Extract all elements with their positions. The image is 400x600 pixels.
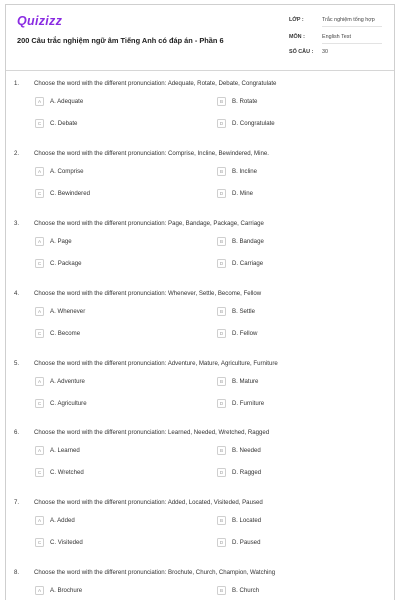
question-text: Choose the word with the different pronunciation: Brochute, Church, Champion, Watching xyxy=(34,569,276,576)
option-letter-box: A xyxy=(35,167,44,176)
option-d[interactable] xyxy=(217,189,253,198)
option-label: B. Incline xyxy=(232,168,258,175)
option-label: C. Debate xyxy=(50,120,78,127)
option-label: D. Congratulate xyxy=(232,120,275,127)
option-label: B. Bandage xyxy=(232,238,264,245)
option-a[interactable] xyxy=(35,167,84,176)
question-text: Choose the word with the different pronunciation: Comprise, Incline, Bewindered, Mine. xyxy=(34,150,269,157)
option-letter-box: C xyxy=(35,399,44,408)
option-letter-box: B xyxy=(217,237,226,246)
question-number: 1. xyxy=(14,80,20,87)
option-label: C. Bewindered xyxy=(50,190,90,197)
option-b[interactable] xyxy=(217,97,257,106)
option-label: D. Paused xyxy=(232,539,261,546)
option-letter-box: B xyxy=(217,307,226,316)
option-b[interactable] xyxy=(217,516,261,525)
option-letter-box: D xyxy=(217,329,226,338)
option-label: B. Church xyxy=(232,587,260,594)
option-letter-box: C xyxy=(35,189,44,198)
option-label: C. Become xyxy=(50,330,81,337)
question-text: Choose the word with the different pronunciation: Added, Located, Visiteded, Paused xyxy=(34,499,263,506)
option-letter-box: C xyxy=(35,259,44,268)
option-a[interactable] xyxy=(35,377,85,386)
option-label: A. Page xyxy=(50,238,72,245)
option-letter-box: B xyxy=(217,97,226,106)
option-letter-box: B xyxy=(217,167,226,176)
question-number: 5. xyxy=(14,360,20,367)
option-c[interactable] xyxy=(35,259,82,268)
option-label: C. Visiteded xyxy=(50,539,83,546)
question-text: Choose the word with the different pronunciation: Adventure, Mature, Agriculture, Furniture xyxy=(34,360,278,367)
option-label: B. Located xyxy=(232,517,262,524)
meta-row-subject xyxy=(289,34,382,44)
option-label: D. Mine xyxy=(232,190,253,197)
page-title: 200 Câu trắc nghiệm ngữ âm Tiếng Anh có đáp án - Phần 6 xyxy=(17,36,224,45)
option-d[interactable] xyxy=(217,468,261,477)
option-letter-box: A xyxy=(35,446,44,455)
option-letter-box: B xyxy=(217,377,226,386)
option-a[interactable] xyxy=(35,97,83,106)
option-letter-box: C xyxy=(35,468,44,477)
option-letter-box: A xyxy=(35,516,44,525)
option-c[interactable] xyxy=(35,468,84,477)
option-label: C. Wretched xyxy=(50,469,84,476)
option-c[interactable] xyxy=(35,119,77,128)
option-letter-box: A xyxy=(35,377,44,386)
question-number: 2. xyxy=(14,150,20,157)
option-a[interactable] xyxy=(35,586,82,595)
meta-row-question-count xyxy=(289,49,382,58)
option-c[interactable] xyxy=(35,329,80,338)
option-d[interactable] xyxy=(217,259,263,268)
option-label: A. Whenever xyxy=(50,308,86,315)
meta-label: SỐ CÂU : xyxy=(289,49,314,55)
meta-label: LỚP : xyxy=(289,17,304,23)
option-letter-box: A xyxy=(35,307,44,316)
option-letter-box: D xyxy=(217,259,226,268)
option-letter-box: B xyxy=(217,516,226,525)
option-letter-box: A xyxy=(35,97,44,106)
option-a[interactable] xyxy=(35,237,72,246)
option-label: A. Brochure xyxy=(50,587,83,594)
option-d[interactable] xyxy=(217,538,260,547)
option-label: D. Ragged xyxy=(232,469,262,476)
question-text: Choose the word with the different pronunciation: Adequate, Rotate, Debate, Congratulate xyxy=(34,80,277,87)
option-b[interactable] xyxy=(217,167,257,176)
worksheet-header xyxy=(6,5,394,71)
option-b[interactable] xyxy=(217,307,255,316)
question-number: 7. xyxy=(14,499,20,506)
option-letter-box: B xyxy=(217,446,226,455)
option-c[interactable] xyxy=(35,399,87,408)
option-label: A. Adequate xyxy=(50,98,84,105)
option-label: B. Rotate xyxy=(232,98,258,105)
option-letter-box: C xyxy=(35,119,44,128)
question-number: 6. xyxy=(14,429,20,436)
option-label: B. Mature xyxy=(232,378,259,385)
question-number: 3. xyxy=(14,220,20,227)
option-letter-box: D xyxy=(217,399,226,408)
quizizz-logo: Quizizz xyxy=(17,14,63,28)
meta-label: MÔN : xyxy=(289,34,305,40)
option-letter-box: D xyxy=(217,189,226,198)
option-label: C. Agriculture xyxy=(50,400,87,407)
option-label: A. Adventure xyxy=(50,378,85,385)
option-label: C. Package xyxy=(50,260,82,267)
option-c[interactable] xyxy=(35,538,83,547)
option-label: A. Comprise xyxy=(50,168,84,175)
question-text: Choose the word with the different pronunciation: Page, Bandage, Package, Carriage xyxy=(34,220,264,227)
question-text: Choose the word with the different pronunciation: Learned, Needed, Wretched, Ragged xyxy=(34,429,270,436)
option-label: A. Learned xyxy=(50,447,80,454)
option-letter-box: A xyxy=(35,586,44,595)
option-a[interactable] xyxy=(35,307,85,316)
meta-value: English Test xyxy=(322,34,382,44)
option-label: D. Fellow xyxy=(232,330,258,337)
option-label: A. Added xyxy=(50,517,75,524)
option-letter-box: D xyxy=(217,538,226,547)
meta-value: 30 xyxy=(322,49,328,55)
question-number: 8. xyxy=(14,569,20,576)
option-label: D. Furniture xyxy=(232,400,265,407)
option-d[interactable] xyxy=(217,399,264,408)
option-d[interactable] xyxy=(217,329,257,338)
worksheet-page xyxy=(5,4,395,600)
option-letter-box: C xyxy=(35,329,44,338)
meta-value: Trắc nghiệm tổng hợp xyxy=(322,17,382,27)
question-text: Choose the word with the different pronunciation: Whenever, Settle, Become, Fellow xyxy=(34,290,262,297)
option-letter-box: B xyxy=(217,586,226,595)
question-number: 4. xyxy=(14,290,20,297)
option-c[interactable] xyxy=(35,189,90,198)
option-a[interactable] xyxy=(35,446,80,455)
option-letter-box: C xyxy=(35,538,44,547)
option-letter-box: D xyxy=(217,119,226,128)
option-label: B. Needed xyxy=(232,447,261,454)
option-label: B. Settle xyxy=(232,308,256,315)
option-b[interactable] xyxy=(217,377,258,386)
meta-row-class xyxy=(289,17,382,27)
option-b[interactable] xyxy=(217,446,261,455)
option-letter-box: D xyxy=(217,468,226,477)
option-b[interactable] xyxy=(217,586,259,595)
option-label: D. Carriage xyxy=(232,260,264,267)
option-a[interactable] xyxy=(35,516,75,525)
option-b[interactable] xyxy=(217,237,264,246)
option-d[interactable] xyxy=(217,119,275,128)
option-letter-box: A xyxy=(35,237,44,246)
